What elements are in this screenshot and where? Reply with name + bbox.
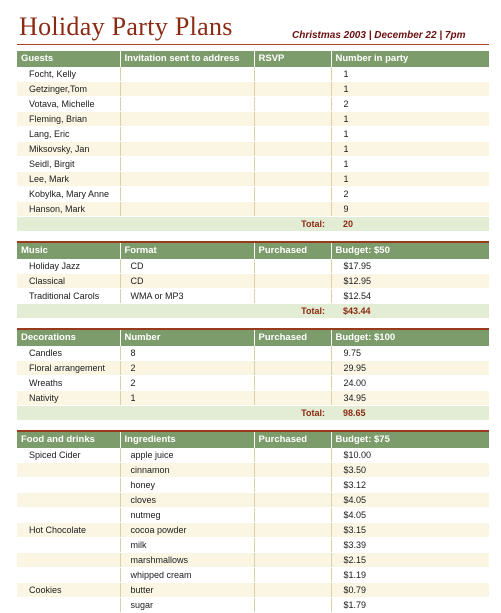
food-item-cell[interactable] (17, 568, 120, 583)
music-total-label: Total: (254, 304, 331, 319)
table-row (17, 127, 489, 142)
food-header-row (17, 432, 489, 448)
table-row (17, 202, 489, 217)
table-row (17, 112, 489, 127)
quantity-cell[interactable]: 1 (120, 391, 254, 406)
table-row (17, 289, 489, 304)
food-item-cell[interactable]: Spiced Cider (17, 448, 120, 463)
party-size-cell[interactable]: 1 (331, 127, 489, 142)
price-cell[interactable]: $1.79 (331, 598, 489, 613)
ingredient-cell[interactable]: nutmeg (120, 508, 254, 523)
price-cell[interactable]: $3.39 (331, 538, 489, 553)
ingredient-cell[interactable]: whipped cream (120, 568, 254, 583)
decorations-body (17, 346, 489, 406)
price-cell[interactable]: 9.75 (331, 346, 489, 361)
price-cell[interactable]: $0.79 (331, 583, 489, 598)
guest-name-cell[interactable]: Lang, Eric (17, 127, 120, 142)
table-row (17, 523, 489, 538)
rsvp-cell[interactable] (254, 187, 331, 202)
decoration-name-cell[interactable]: Wreaths (17, 376, 120, 391)
purchased-header: Purchased (254, 243, 331, 259)
table-row (17, 142, 489, 157)
guests-header-row (17, 51, 489, 67)
party-size-cell[interactable]: 1 (331, 157, 489, 172)
food-item-cell[interactable] (17, 463, 120, 478)
rsvp-cell[interactable] (254, 157, 331, 172)
price-cell[interactable]: $3.50 (331, 463, 489, 478)
purchased-cell[interactable] (254, 538, 331, 553)
decorations-table (17, 330, 489, 421)
invitation-cell[interactable] (120, 157, 254, 172)
table-row (17, 448, 489, 463)
number-header: Number (120, 330, 254, 346)
table-row (17, 259, 489, 274)
price-cell[interactable]: $4.05 (331, 508, 489, 523)
guests-body (17, 67, 489, 217)
music-budget-header: Budget: $50 (331, 243, 489, 259)
quantity-cell[interactable]: 2 (120, 361, 254, 376)
purchased-cell[interactable] (254, 259, 331, 274)
quantity-cell[interactable]: 8 (120, 346, 254, 361)
invitation-cell[interactable] (120, 82, 254, 97)
guest-name-cell[interactable]: Votava, Michelle (17, 97, 120, 112)
purchased-header: Purchased (254, 432, 331, 448)
ingredient-cell[interactable]: apple juice (120, 448, 254, 463)
event-details: Christmas 2003 | December 22 | 7pm (292, 30, 466, 41)
rsvp-cell[interactable] (254, 127, 331, 142)
title-area (0, 0, 501, 50)
purchased-cell[interactable] (254, 361, 331, 376)
purchased-cell[interactable] (254, 568, 331, 583)
decoration-name-cell[interactable]: Candles (17, 346, 120, 361)
guest-name-cell[interactable]: Hanson, Mark (17, 202, 120, 217)
price-cell[interactable]: 24.00 (331, 376, 489, 391)
music-header-row (17, 243, 489, 259)
music-title-cell[interactable]: Holiday Jazz (17, 259, 120, 274)
table-row (17, 346, 489, 361)
table-row (17, 274, 489, 289)
format-cell[interactable]: CD (120, 274, 254, 289)
format-cell[interactable]: CD (120, 259, 254, 274)
ingredient-cell[interactable]: butter (120, 583, 254, 598)
price-cell[interactable]: 34.95 (331, 391, 489, 406)
purchased-cell[interactable] (254, 274, 331, 289)
decorations-total-label: Total: (254, 406, 331, 421)
purchased-cell[interactable] (254, 391, 331, 406)
music-total-row (17, 304, 489, 319)
food-item-cell[interactable] (17, 508, 120, 523)
table-row (17, 598, 489, 613)
price-cell[interactable]: 29.95 (331, 361, 489, 376)
format-header: Format (120, 243, 254, 259)
guests-total-label: Total: (254, 217, 331, 232)
table-row (17, 553, 489, 568)
table-row (17, 67, 489, 82)
price-cell[interactable]: $17.95 (331, 259, 489, 274)
food-table (17, 432, 489, 613)
invitation-cell[interactable] (120, 142, 254, 157)
planning-sheet (17, 51, 489, 613)
invitation-cell[interactable] (120, 97, 254, 112)
invitation-header: Invitation sent to address (120, 51, 254, 67)
purchased-cell[interactable] (254, 463, 331, 478)
party-size-cell[interactable]: 2 (331, 97, 489, 112)
table-row (17, 538, 489, 553)
purchased-header: Purchased (254, 330, 331, 346)
food-body (17, 448, 489, 613)
food-item-cell[interactable] (17, 493, 120, 508)
purchased-cell[interactable] (254, 598, 331, 613)
table-row (17, 82, 489, 97)
rsvp-cell[interactable] (254, 112, 331, 127)
decorations-budget-header: Budget: $100 (331, 330, 489, 346)
party-size-cell[interactable]: 1 (331, 67, 489, 82)
party-size-cell[interactable]: 1 (331, 172, 489, 187)
music-title-cell[interactable]: Classical (17, 274, 120, 289)
price-cell[interactable]: $1.19 (331, 568, 489, 583)
party-size-header: Number in party (331, 51, 489, 67)
table-row (17, 172, 489, 187)
purchased-cell[interactable] (254, 346, 331, 361)
food-budget-header: Budget: $75 (331, 432, 489, 448)
invitation-cell[interactable] (120, 187, 254, 202)
food-header: Food and drinks (17, 432, 120, 448)
purchased-cell[interactable] (254, 508, 331, 523)
decorations-header: Decorations (17, 330, 120, 346)
decorations-total-value: 98.65 (331, 406, 489, 421)
purchased-cell[interactable] (254, 493, 331, 508)
invitation-cell[interactable] (120, 127, 254, 142)
table-row (17, 187, 489, 202)
music-total-value: $43.44 (331, 304, 489, 319)
ingredient-cell[interactable]: sugar (120, 598, 254, 613)
ingredient-cell[interactable]: cinnamon (120, 463, 254, 478)
party-size-cell[interactable]: 1 (331, 142, 489, 157)
price-cell[interactable]: $3.12 (331, 478, 489, 493)
invitation-cell[interactable] (120, 202, 254, 217)
invitation-cell[interactable] (120, 112, 254, 127)
decorations-header-row (17, 330, 489, 346)
party-size-cell[interactable]: 1 (331, 82, 489, 97)
price-cell[interactable]: $3.15 (331, 523, 489, 538)
party-size-cell[interactable]: 1 (331, 112, 489, 127)
food-item-cell[interactable] (17, 478, 120, 493)
decoration-name-cell[interactable]: Nativity (17, 391, 120, 406)
food-item-cell[interactable] (17, 538, 120, 553)
ingredient-cell[interactable]: cocoa powder (120, 523, 254, 538)
table-row (17, 376, 489, 391)
music-header: Music (17, 243, 120, 259)
ingredient-cell[interactable]: honey (120, 478, 254, 493)
ingredient-cell[interactable]: milk (120, 538, 254, 553)
rsvp-header: RSVP (254, 51, 331, 67)
page-title: Holiday Party Plans (19, 12, 233, 41)
rsvp-cell[interactable] (254, 202, 331, 217)
guest-name-cell[interactable]: Lee, Mark (17, 172, 120, 187)
price-cell[interactable]: $4.05 (331, 493, 489, 508)
guests-table (17, 51, 489, 232)
food-item-cell[interactable] (17, 598, 120, 613)
title-divider (17, 44, 489, 45)
purchased-cell[interactable] (254, 583, 331, 598)
purchased-cell[interactable] (254, 523, 331, 538)
table-row (17, 568, 489, 583)
decorations-total-row (17, 406, 489, 421)
food-item-cell[interactable] (17, 553, 120, 568)
party-size-cell[interactable]: 9 (331, 202, 489, 217)
rsvp-cell[interactable] (254, 172, 331, 187)
purchased-cell[interactable] (254, 448, 331, 463)
price-cell[interactable]: $12.95 (331, 274, 489, 289)
table-row (17, 478, 489, 493)
music-body (17, 259, 489, 304)
purchased-cell[interactable] (254, 289, 331, 304)
invitation-cell[interactable] (120, 172, 254, 187)
invitation-cell[interactable] (120, 67, 254, 82)
rsvp-cell[interactable] (254, 142, 331, 157)
table-row (17, 508, 489, 523)
price-cell[interactable]: $10.00 (331, 448, 489, 463)
music-table (17, 243, 489, 319)
food-item-cell[interactable]: Hot Chocolate (17, 523, 120, 538)
quantity-cell[interactable]: 2 (120, 376, 254, 391)
ingredient-cell[interactable]: marshmallows (120, 553, 254, 568)
rsvp-cell[interactable] (254, 97, 331, 112)
table-row (17, 361, 489, 376)
rsvp-cell[interactable] (254, 67, 331, 82)
table-row (17, 583, 489, 598)
ingredient-cell[interactable]: cloves (120, 493, 254, 508)
guests-total-row (17, 217, 489, 232)
music-title-cell[interactable]: Traditional Carols (17, 289, 120, 304)
party-size-cell[interactable]: 2 (331, 187, 489, 202)
guest-name-cell[interactable]: Focht, Kelly (17, 67, 120, 82)
guest-name-cell[interactable]: Getzinger,Tom (17, 82, 120, 97)
guests-total-value: 20 (331, 217, 489, 232)
purchased-cell[interactable] (254, 553, 331, 568)
table-row (17, 97, 489, 112)
purchased-cell[interactable] (254, 376, 331, 391)
table-row (17, 391, 489, 406)
food-item-cell[interactable]: Cookies (17, 583, 120, 598)
guest-name-cell[interactable]: Miksovsky, Jan (17, 142, 120, 157)
guest-name-cell[interactable]: Kobylka, Mary Anne (17, 187, 120, 202)
table-row (17, 493, 489, 508)
ingredients-header: Ingredients (120, 432, 254, 448)
guest-name-cell[interactable]: Seidl, Birgit (17, 157, 120, 172)
table-row (17, 463, 489, 478)
rsvp-cell[interactable] (254, 82, 331, 97)
table-row (17, 157, 489, 172)
purchased-cell[interactable] (254, 478, 331, 493)
decoration-name-cell[interactable]: Floral arrangement (17, 361, 120, 376)
format-cell[interactable]: WMA or MP3 (120, 289, 254, 304)
guest-name-cell[interactable]: Fleming, Brian (17, 112, 120, 127)
price-cell[interactable]: $2.15 (331, 553, 489, 568)
price-cell[interactable]: $12.54 (331, 289, 489, 304)
guests-header: Guests (17, 51, 120, 67)
